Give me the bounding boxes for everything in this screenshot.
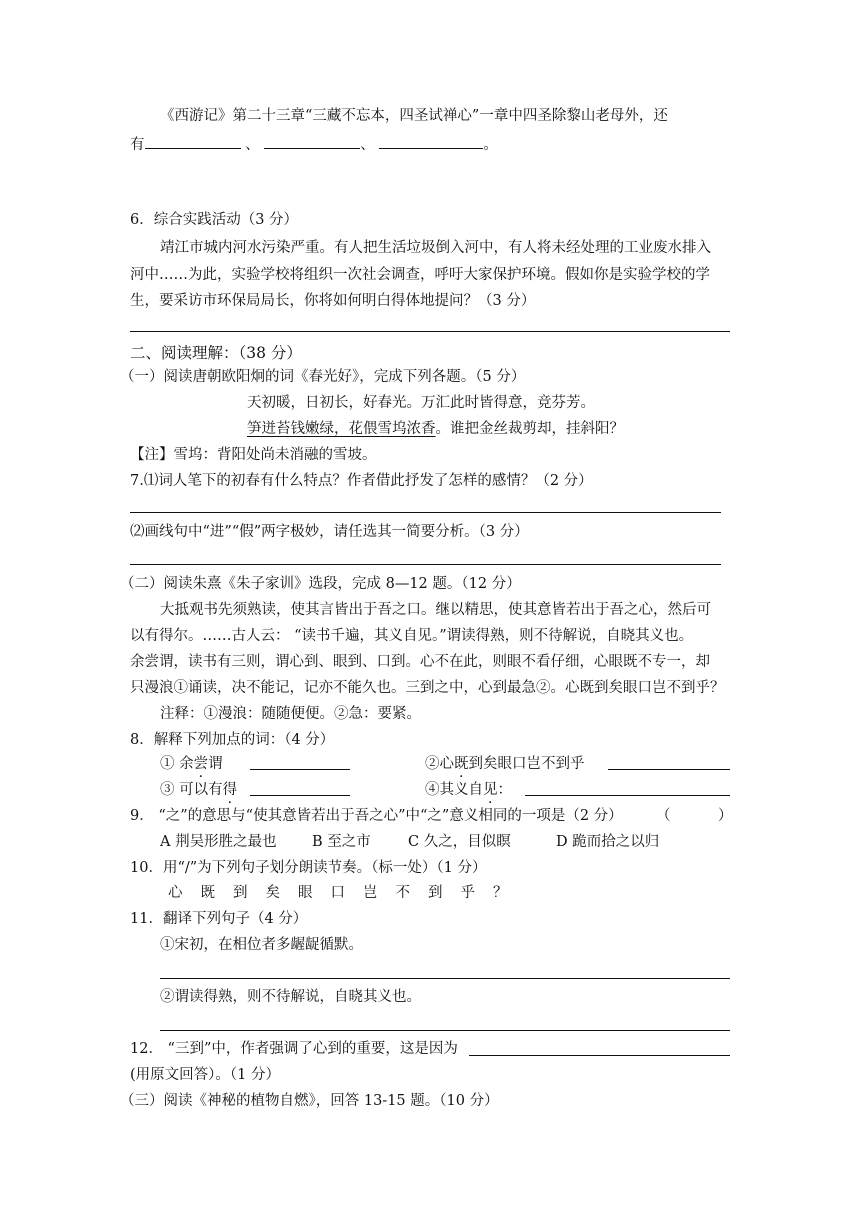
q7-2-answer-line[interactable]	[130, 564, 721, 565]
q10-sentence: 心既到矣眼口岂不到乎？	[168, 885, 526, 901]
q8-item-4-answer-line[interactable]	[525, 795, 730, 796]
q8-item-1-dotted-word: 尝	[193, 756, 209, 772]
q5-sep2: 、	[360, 137, 375, 153]
q8-item-2	[425, 754, 585, 774]
q5-sep1: 、	[245, 137, 260, 153]
q6-title: 6．综合实践活动（3 分）	[130, 212, 299, 228]
q9-question	[130, 806, 623, 826]
q11-title: 11．翻译下列句子（4 分）	[130, 911, 308, 927]
part2-para-3: 余尝谓，读书有三则，谓心到、眼到、口到。心不在此，则眼不看仔细，心眼既不专一，却	[130, 654, 710, 670]
q5-end: 。	[483, 137, 498, 153]
q5-blank-1[interactable]	[145, 134, 241, 149]
q8-item-1	[160, 754, 223, 774]
q9-number: 9．	[130, 808, 154, 824]
q7-1-answer-line[interactable]	[130, 512, 721, 513]
q5-prefix: 有	[130, 137, 145, 153]
q6-para-2: 河中……为此，实验学校将组织一次社会调查，呼吁大家保护环境。假如你是实验学校的学	[130, 267, 710, 283]
q12-answer-line[interactable]	[469, 1055, 730, 1056]
section2-title: 二、阅读理解：（38 分）	[130, 344, 302, 362]
q8-item-4-dotted-word: 见	[483, 782, 498, 798]
poem-line-2-rest: 。谁把金丝裁剪却，挂斜阳？	[435, 421, 624, 437]
part2-title: （二）阅读朱熹《朱子家训》选段，完成 8—12 题。（12 分）	[120, 576, 521, 592]
q9-option-b: B 至之市	[312, 834, 371, 850]
poem-underlined-phrase: 笋迸苔钱嫩绿，花偎雪坞浓香	[247, 421, 436, 437]
q5-blank-3[interactable]	[379, 134, 483, 149]
poem-line-2	[247, 419, 624, 439]
q8-item-3	[160, 780, 237, 800]
q12-line-1: 12． “三到”中，作者强调了心到的重要，这是因为	[130, 1041, 458, 1057]
part2-para-4: 只漫浪①诵读，决不能记，记亦不能久也。三到之中，心到最急②。心既到矣眼口岂不到乎？	[130, 680, 725, 696]
q12-line-2: (用原文回答）。（1 分）	[130, 1067, 280, 1083]
q6-para-1: 靖江市城内河水污染严重。有人把生活垃圾倒入河中，有人将未经处理的工业废水排入	[160, 240, 711, 256]
q8-item-2-dotted-word: 既	[454, 756, 469, 772]
q11-sentence-1: ①宋初，在相位者多龌龊循默。	[160, 937, 363, 953]
q9-option-a: A 荆吴形胜之最也	[160, 834, 277, 850]
q11-answer-line-1[interactable]	[160, 978, 730, 979]
q10-title: 10．用“/”为下列句子划分朗读节奏。（标一处）（1 分）	[130, 860, 487, 876]
q8-item-3-num: ③	[160, 782, 175, 798]
q9-text: “之”的意思与“使其意皆若出于吾之心”中“之”意义相同的一项是（2 分）	[158, 808, 623, 824]
q5-line2	[130, 134, 498, 155]
part2-para-1: 大抵观书先须熟读，使其言皆出于吾之口。继以精思，使其意皆若出于吾之心，然后可	[160, 602, 711, 618]
q5-line1: 《西游记》第二十三章“三藏不忘本，四圣试禅心”一章中四圣除黎山老母外，还	[160, 108, 668, 124]
q8-item-3-answer-line[interactable]	[250, 795, 350, 796]
q8-item-1-pre: 余	[174, 756, 194, 772]
q8-item-2-answer-line[interactable]	[608, 769, 730, 770]
q8-item-4-post: ：	[497, 782, 512, 798]
q8-item-1-post: 谓	[208, 756, 223, 772]
q9-option-c: C 久之，目似瞑	[408, 834, 511, 850]
part1-title: （一）阅读唐朝欧阳炯的词《春光好》，完成下列各题。（5 分）	[120, 369, 526, 385]
q9-option-d: D 跪而拾之以归	[556, 834, 660, 850]
q8-item-4-num: ④	[425, 782, 440, 798]
q8-item-3-dotted-word: 得	[222, 782, 238, 798]
q8-item-4	[425, 780, 512, 800]
q8-item-1-answer-line[interactable]	[250, 769, 350, 770]
q11-answer-line-2[interactable]	[160, 1030, 730, 1031]
q6-answer-line[interactable]	[130, 331, 730, 332]
part2-para-2: 以有得尔。……古人云： “读书千遍，其义自见。”谓读得熟，则不待解说，自晓其义也。	[130, 628, 694, 644]
poem-note: 【注】雪坞：背阳处尚未消融的雪坡。	[130, 447, 377, 463]
part3-title: （三）阅读《神秘的植物自燃》，回答 13-15 题。（10 分）	[120, 1093, 499, 1109]
q9-paren-open: （	[656, 808, 671, 824]
q11-sentence-2: ②谓读得熟，则不待解说，自晓其义也。	[160, 989, 421, 1005]
q8-item-2-pre: 心	[439, 756, 454, 772]
q8-title: 8．解释下列加点的词：（4 分）	[130, 732, 335, 748]
q8-item-1-num: ①	[160, 756, 175, 772]
part2-annotation: 注释：①漫浪：随随便便。②急：要紧。	[160, 706, 421, 722]
q5-blank-2[interactable]	[264, 134, 360, 149]
q9-paren-close: ）	[718, 808, 733, 824]
q8-item-3-pre: 可以有	[174, 782, 223, 798]
q8-item-2-num: ②	[425, 756, 440, 772]
poem-line-1: 天初暖，日初长，好春光。万汇此时皆得意，竞芬芳。	[247, 395, 595, 411]
q6-para-3: 生，要采访市环保局局长，你将如何明白得体地提问？（3 分）	[130, 293, 536, 309]
q7-1: 7.⑴词人笔下的初春有什么特点？作者借此抒发了怎样的感情？（2 分）	[130, 473, 593, 489]
q7-2: ⑵画线句中“进”“假”两字极妙，请任选其一简要分析。（3 分）	[130, 524, 529, 540]
q8-item-2-post: 到矣眼口岂不到乎	[468, 756, 585, 772]
q8-item-4-pre: 其义自	[439, 782, 483, 798]
